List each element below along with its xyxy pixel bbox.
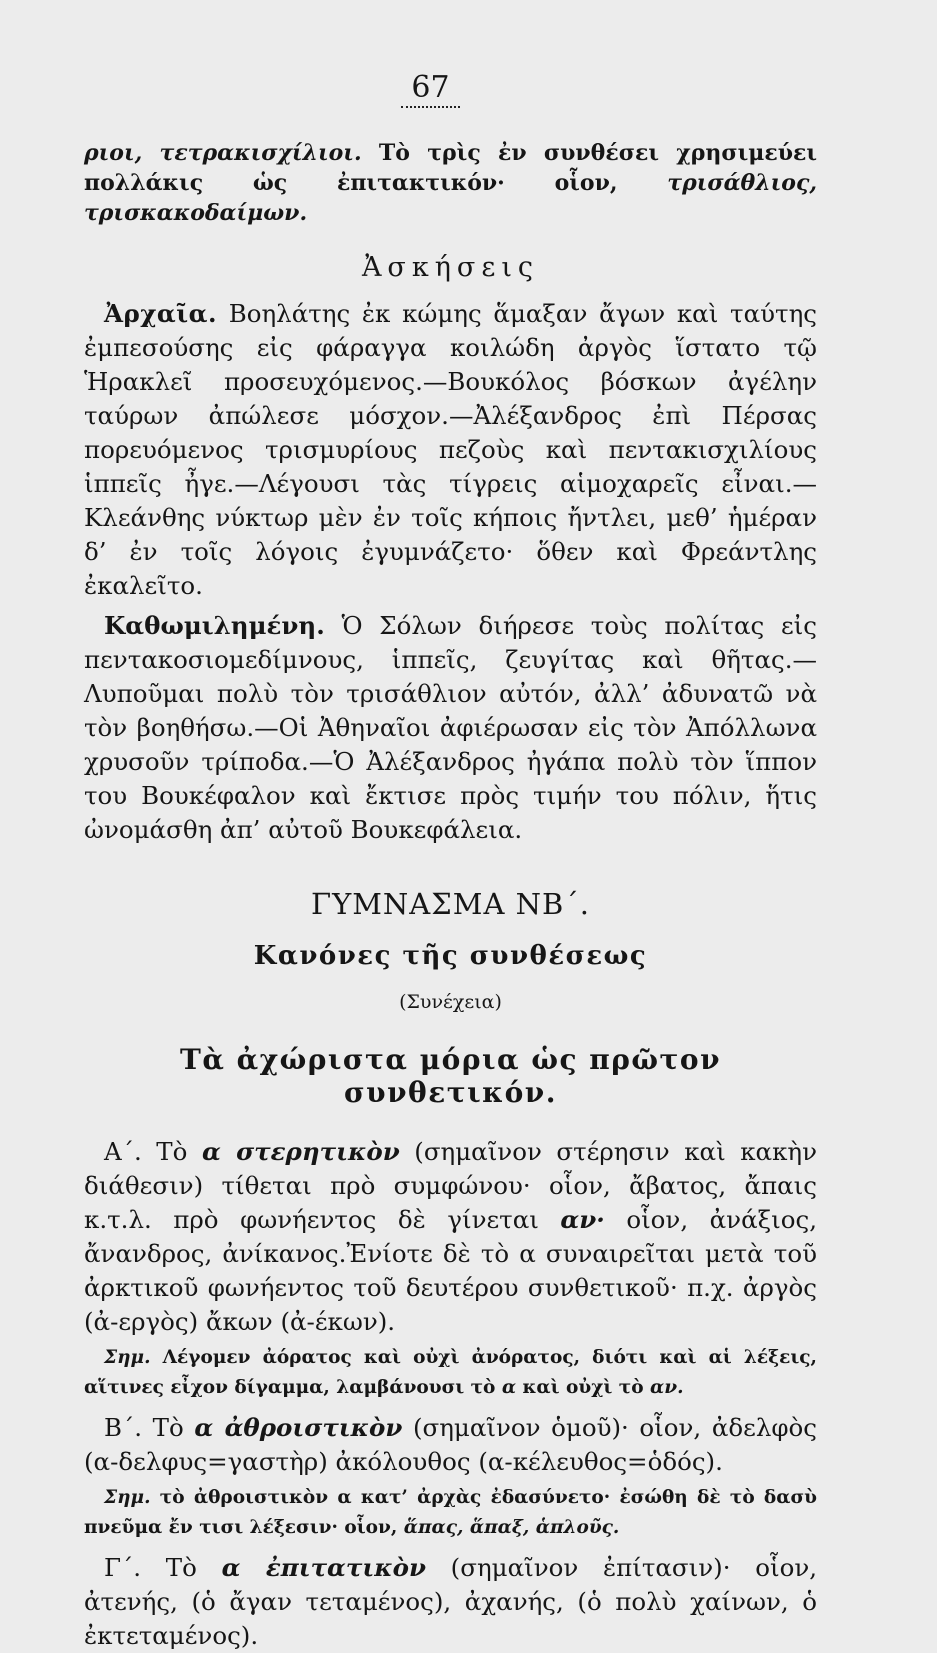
spoken-label: Καθωμιλημένη. xyxy=(104,611,325,640)
section-a-term: α στερητικὸν xyxy=(201,1137,400,1166)
section-b-number: Β΄. Τὸ xyxy=(104,1413,195,1442)
note-2-text: τὸ ἀθροιστικὸν α κατ’ ἀρχὰς ἐδασύνετο· ἐσώθη δὲ τὸ δασὺ πνεῦμα ἔν τισι λέξεσιν· οἷον, xyxy=(84,1487,817,1538)
spoken-exercise xyxy=(84,609,817,847)
section-a-text-2: οἷον, ἀνάξιος, ἄνανδρος, ἀνίκανος.Ἐνίοτε δὲ τὸ α συναιρεῖται μετὰ τοῦ ἀρκτικοῦ φωνήεντος τοῦ δευτέρου συνθετικοῦ· π.χ. ἀργὸς (ἀ-εργὸς) ἄκων (ἀ-έκων). xyxy=(84,1205,817,1336)
gymnasma-title: ΓΥΜΝΑΣΜΑ ΝΒ΄. xyxy=(310,887,591,921)
note-1-mid: καὶ οὐχὶ τὸ xyxy=(516,1377,650,1398)
ancient-text: Βοηλάτης ἐκ κώμης ἅμαξαν ἄγων καὶ ταύτης ἐμπεσούσης εἰς φάραγγα κοιλώδη ἀργὸς ἵστατο τῷ Ἡρακλεῖ προσευχόμενος.—Βουκόλος βόσκων ἀγέλην ταύρων ἀπώλεσε μόσχον.—Ἀλέξανδρος ἐπὶ Πέρσας πορευόμενος τρισμυρίους πεζοὺς καὶ πεντακισχιλίους ἱππεῖς ἦγε.—Λέγουσι τὰς τίγρεις αἱμοχαρεῖς εἶναι.—Κλεάνθης νύκτωρ μὲν ἐν τοῖς κήποις ἤντλει, μεθ’ ἡμέραν δ’ ἐν τοῖς λόγοις ἐγυμνάζετο· ὅθεν καὶ Φρεάντλης ἐκαλεῖτο. xyxy=(84,299,817,600)
ancient-exercise xyxy=(84,297,817,603)
section-b xyxy=(84,1411,817,1479)
section-c xyxy=(84,1551,817,1653)
continued-examples: τρισάθλιος, τρισκακοδαίμων. xyxy=(84,170,817,226)
continued-text: Τὸ τρὶς ἐν συνθέσει χρησιμεύει πολλάκις ὡς ἐπιτακτικόν· οἷον, xyxy=(84,140,817,196)
note-1 xyxy=(84,1343,817,1403)
note-2 xyxy=(84,1483,817,1543)
section-a xyxy=(84,1135,817,1339)
note-1-term-2: αν. xyxy=(650,1377,684,1398)
section-c-number: Γ΄. Τὸ xyxy=(104,1553,222,1582)
note-1-term: α xyxy=(501,1377,517,1398)
section-b-text: (σημαῖνον ὁμοῦ)· οἷον, ἀδελφὸς (α-δελφυς=γαστὴρ) ἀκόλουθος (α-κέλευθος=ὁδός). xyxy=(84,1413,817,1476)
section-c-text: (σημαῖνον ἐπίτασιν)· οἷον, ἀτενής, (ὁ ἄγαν τεταμένος), ἀχανής, (ὁ πολὺ χαίνων, ὁ ἐκτεταμένος). xyxy=(84,1553,818,1650)
note-2-examples: ἅπας, ἅπαξ, ἁπλοῦς. xyxy=(403,1517,620,1538)
chapter-title: Τὰ ἀχώριστα μόρια ὡς πρῶτον συνθετικόν. xyxy=(179,1043,721,1109)
page-number: 67 xyxy=(84,72,817,108)
ancient-label: Ἀρχαῖα. xyxy=(104,299,218,328)
spoken-text: Ὁ Σόλων διήρεσε τοὺς πολίτας εἰς πεντακοσιομεδίμνους, ἱππεῖς, ζευγίτας καὶ θῆτας.—Λυποῦμαι πολὺ τὸν τρισάθλιον αὐτόν, ἀλλ’ ἀδυνατῶ νὰ τὸν βοηθήσω.—Οἱ Ἀθηναῖοι ἀφιέρωσαν εἰς τὸν Ἀπόλλωνα χρυσοῦν τρίποδα.—Ὁ Ἀλέξανδρος ἠγάπα πολὺ τὸν ἵππον του Βουκέφαλον καὶ ἔκτισε πρὸς τιμήν του πόλιν, ἥτις ὠνομάσθη ἀπ’ αὐτοῦ Βουκεφάλεια. xyxy=(84,611,817,844)
section-a-text: (σημαῖνον στέρησιν καὶ κακὴν διάθεσιν) τίθεται πρὸ συμφώνου· οἷον, ἄβατος, ἄπαις κ.τ.λ. πρὸ φωνήεντος δὲ γίνεται xyxy=(84,1137,817,1234)
note-1-label: Σημ. xyxy=(104,1347,151,1368)
rules-title: Κανόνες τῆς συνθέσεως xyxy=(253,941,648,971)
section-c-term: α ἐπιτατικὸν xyxy=(221,1553,426,1582)
continued-paragraph xyxy=(84,138,817,228)
note-1-text: Λέγομεν ἀόρατος καὶ οὐχὶ ἀνόρατος, διότι καὶ αἱ λέξεις, αἵτινες εἶχον δίγαμμα, λαμβάνουσι τὸ xyxy=(84,1347,817,1398)
continuation-label: (Συνέχεια) xyxy=(399,991,502,1013)
section-a-term-2: αν· xyxy=(560,1205,605,1234)
section-a-number: Α΄. Τὸ xyxy=(104,1137,202,1166)
note-2-label: Σημ. xyxy=(104,1487,151,1508)
section-b-term: α ἀθροιστικὸν xyxy=(194,1413,403,1442)
continued-words: ριοι, τετρακισχίλιοι. xyxy=(84,140,362,166)
exercises-heading: Ἀσκήσεις xyxy=(361,252,540,283)
